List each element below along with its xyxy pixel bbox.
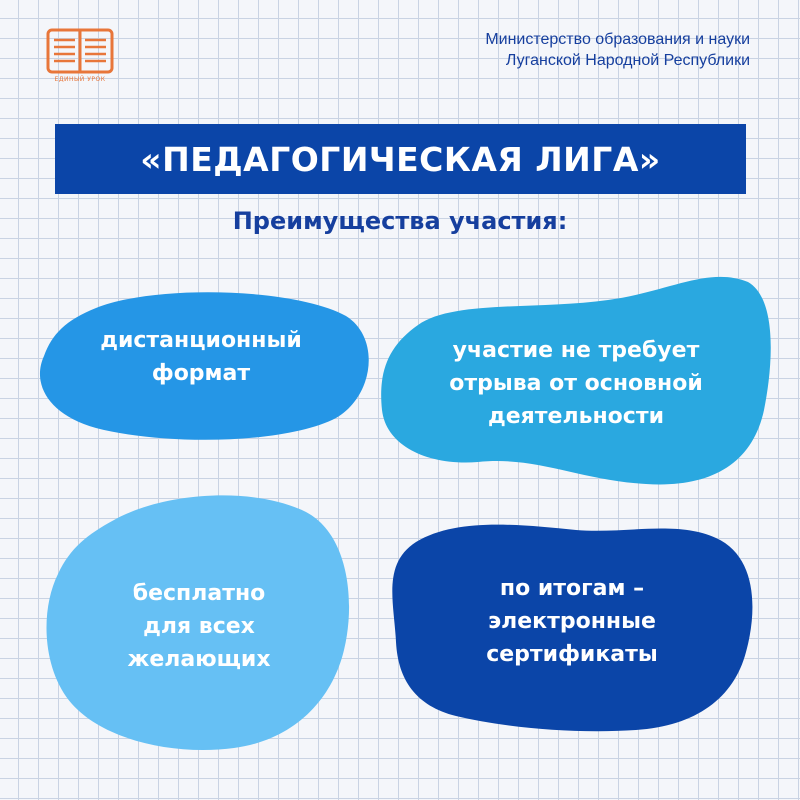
benefit-text: [386, 512, 758, 734]
benefit-line: бесплатно: [132, 580, 266, 606]
benefit-line: участие не требует: [452, 337, 700, 363]
benefit-line: для всех: [143, 613, 255, 639]
book-icon: [44, 28, 116, 74]
logo: [44, 28, 116, 86]
benefit-line: сертификаты: [486, 641, 658, 667]
logo-caption: ЕДИНЫЙ УРОК: [54, 76, 106, 83]
benefit-line: деятельности: [487, 403, 665, 429]
ministry-header: [485, 29, 750, 71]
benefit-blob-certificates: [386, 512, 758, 734]
page-title: «ПЕДАГОГИЧЕСКАЯ ЛИГА»: [140, 139, 661, 179]
benefit-line: отрыва от основной: [449, 370, 703, 396]
benefit-line: формат: [151, 361, 251, 386]
benefit-blob-no-interruption: [378, 270, 774, 488]
benefit-text: [44, 490, 354, 752]
benefit-line: по итогам –: [499, 575, 645, 601]
benefit-text: [36, 286, 376, 446]
subtitle: Преимущества участия:: [232, 207, 568, 235]
benefit-text: [378, 270, 774, 488]
ministry-line-1: Министерство образования и науки: [485, 31, 750, 48]
ministry-line-2: Луганской Народной Республики: [505, 52, 750, 69]
benefit-blob-free: [44, 490, 354, 752]
benefit-line: дистанционный: [100, 328, 302, 353]
benefit-line: желающих: [127, 646, 271, 672]
benefit-blob-remote: [36, 286, 376, 446]
benefit-line: электронные: [488, 608, 656, 634]
title-banner: [55, 124, 746, 194]
